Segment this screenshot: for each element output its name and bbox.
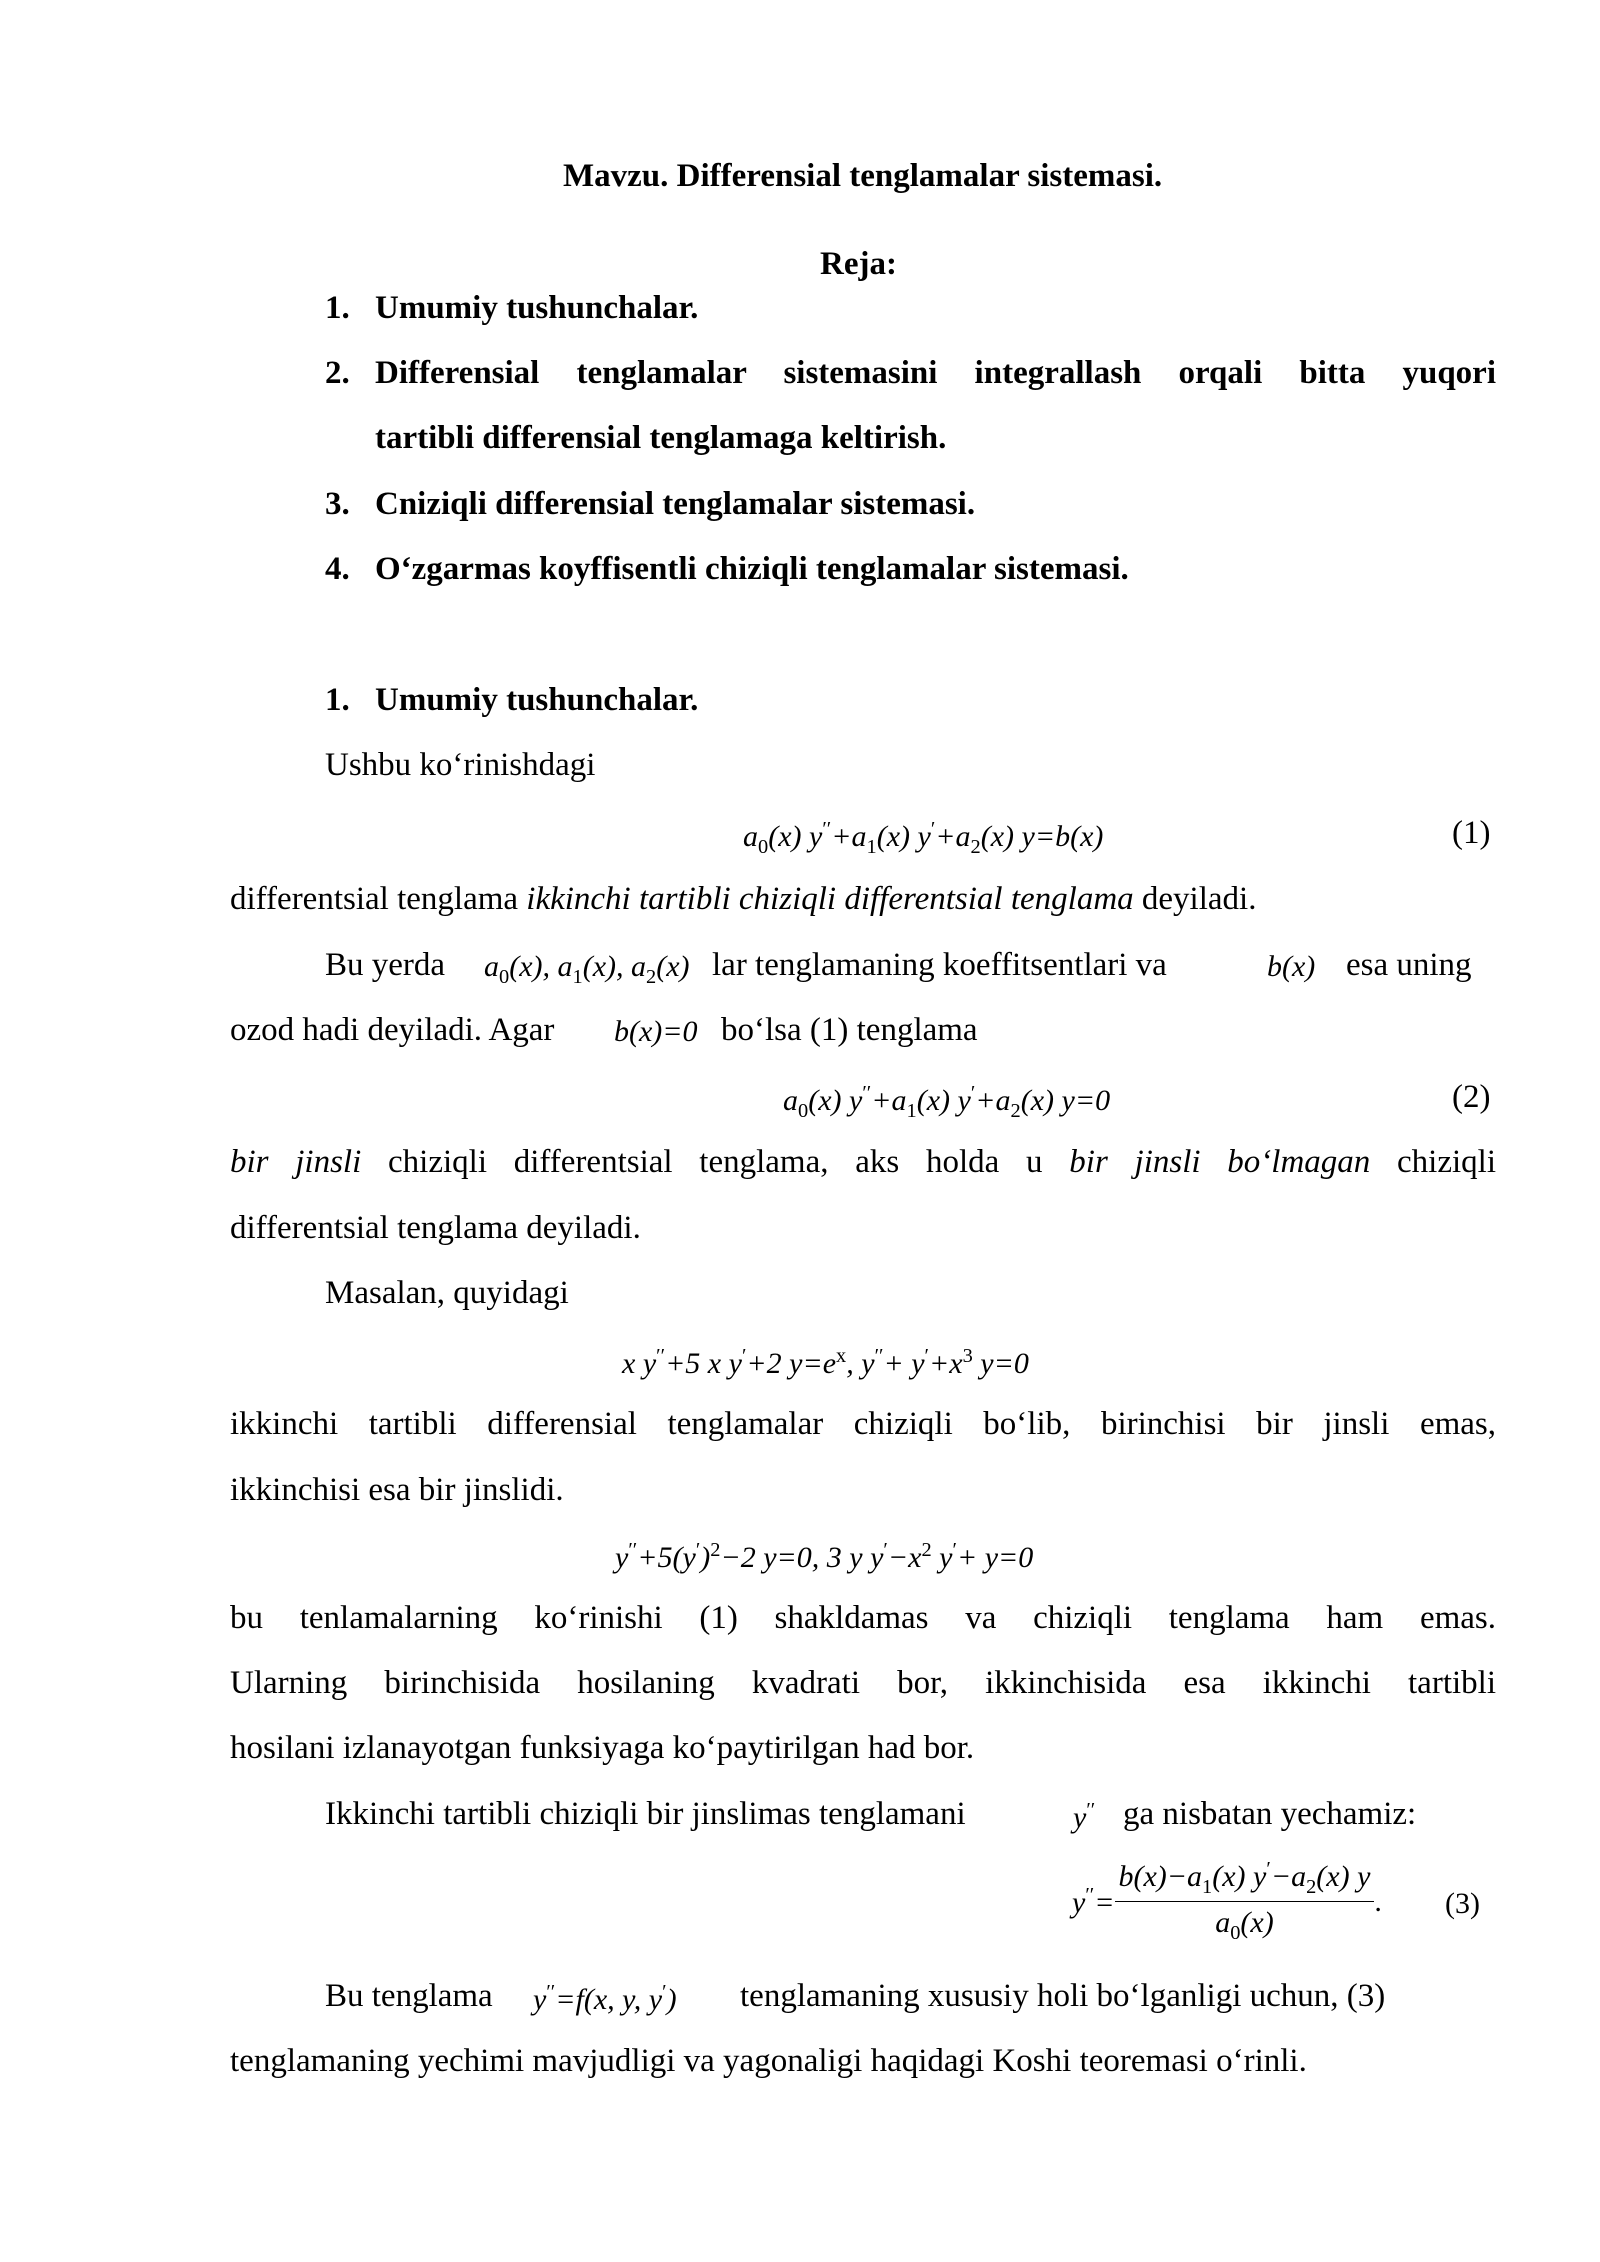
paragraph-homogeneous <box>230 1146 1496 1179</box>
plan-item-1-text: Umumiy tushunchalar. <box>375 290 699 326</box>
equation-2: $a_0(x)$ $y''+a_1(x)$ $y'+a_2(x)$ y=0 <box>783 1082 1111 1122</box>
paragraph-coefficients-middle: lar tenglamaning koeffitsentlari va <box>712 947 1167 983</box>
paragraph-intro: Ushbu ko‘rinishdagi <box>325 747 596 783</box>
paragraph-coefficients-end: esa uning <box>1346 947 1472 983</box>
second-derivative-symbol: y′′ <box>1073 1799 1096 1834</box>
paragraph-cauchy-middle: tenglamaning xususiy holi bo‘lganligi uchun, (3) <box>740 1978 1386 2014</box>
page-title: Mavzu. Differensial tenglamalar sistemasi. <box>563 158 1163 194</box>
section-1-number: 1. <box>325 682 350 718</box>
plan-item-2-text-line1: Differensial tenglamalar sistemasini integrallash orqali bitta yuqori <box>375 355 1496 391</box>
paragraph-definition <box>230 883 1256 916</box>
equation-3: y′′= $\frac{b(x)-a_1(x) y'-a_2(x) y}{a_0(x)}$ . <box>1072 1858 1382 1944</box>
plan-heading: Reja: <box>820 246 897 282</box>
equation-3-label: (3) <box>1445 1887 1480 1920</box>
homogeneous-term: bir jinsli <box>230 1144 362 1180</box>
paragraph-nonlinear-2: Ularning birinchisida hosilaning kvadrati bor, ikkinchisida esa ikkinchi tartibli <box>230 1665 1496 1701</box>
paragraph-example-explanation: ikkinchi tartibli differensial tenglamalar chiziqli bo‘lib, birinchisi bir jinsli emas, <box>230 1406 1496 1442</box>
equation-1-label: (1) <box>1452 815 1491 851</box>
paragraph-homogeneous-end: differentsial tenglama deyiladi. <box>230 1210 641 1246</box>
homogeneous-text: chiziqli differentsial tenglama, aks holda u <box>361 1144 1070 1180</box>
plan-item-3-number: 3. <box>325 486 350 522</box>
free-term-formula: b(x) <box>1267 950 1316 983</box>
paragraph-free-term-end: bo‘lsa (1) tenglama <box>721 1012 978 1048</box>
general-equation-formula: y′′=f(x, y, y′) <box>533 1981 677 2016</box>
plan-item-4-text: O‘zgarmas koyffisentli chiziqli tenglamalar sistemasi. <box>375 551 1129 587</box>
paragraph-nonlinear-1: bu tenlamalarning ko‘rinishi (1) shakldamas va chiziqli tenglama ham emas. <box>230 1600 1496 1636</box>
homogeneous-text-end: chiziqli <box>1370 1144 1496 1180</box>
plan-item-3-text: Cniziqli differensial tenglamalar sistemasi. <box>375 486 976 522</box>
paragraph-solve: Ikkinchi tartibli chiziqli bir jinslimas tenglamani <box>325 1796 966 1832</box>
plan-item-2-number: 2. <box>325 355 350 391</box>
coefficients-formula: $a_0(x)$, $a_1(x)$, $a_2(x)$ <box>484 950 690 988</box>
nonhomogeneous-term: bir jinsli bo‘lmagan <box>1069 1144 1371 1180</box>
paragraph-solve-end: ga nisbatan yechamiz: <box>1123 1796 1417 1832</box>
paragraph-free-term: ozod hadi deyiladi. Agar <box>230 1012 555 1048</box>
paragraph-coefficients-start: Bu yerda <box>325 947 446 983</box>
example-equations: x y′′+5 x y′+2 $y=e^x$, $y''+ y'+x^3$ y=0 <box>622 1345 1029 1380</box>
plan-item-1-number: 1. <box>325 290 350 326</box>
plan-item-2-text-line2: tartibli differensial tenglamaga keltirish. <box>375 420 947 456</box>
paragraph-example: Masalan, quyidagi <box>325 1275 569 1311</box>
equation-1: $a_0(x)$ $y''+a_1(x)$ $y'+a_2(x)$ y=b(x) <box>743 818 1104 858</box>
definition-text-end: deyiladi. <box>1133 881 1257 917</box>
definition-text-start: differentsial tenglama <box>230 881 527 917</box>
condition-formula: b(x)=0 <box>614 1015 698 1048</box>
paragraph-cauchy-start: Bu tenglama <box>325 1978 493 2014</box>
nonlinear-equations: $y''+5(y')^2-2$ y=0, 3 y $y'-x^2$ y′+ y=0 <box>615 1539 1034 1574</box>
paragraph-example-explanation-end: ikkinchisi esa bir jinslidi. <box>230 1472 564 1508</box>
definition-term: ikkinchi tartibli chiziqli differentsial tenglama <box>526 881 1134 917</box>
equation-2-label: (2) <box>1452 1079 1491 1115</box>
section-1-heading: Umumiy tushunchalar. <box>375 682 699 718</box>
paragraph-nonlinear-3: hosilani izlanayotgan funksiyaga ko‘paytirilgan had bor. <box>230 1730 975 1766</box>
paragraph-cauchy-end: tenglamaning yechimi mavjudligi va yagonaligi haqidagi Koshi teoremasi o‘rinli. <box>230 2043 1307 2079</box>
plan-item-4-number: 4. <box>325 551 350 587</box>
